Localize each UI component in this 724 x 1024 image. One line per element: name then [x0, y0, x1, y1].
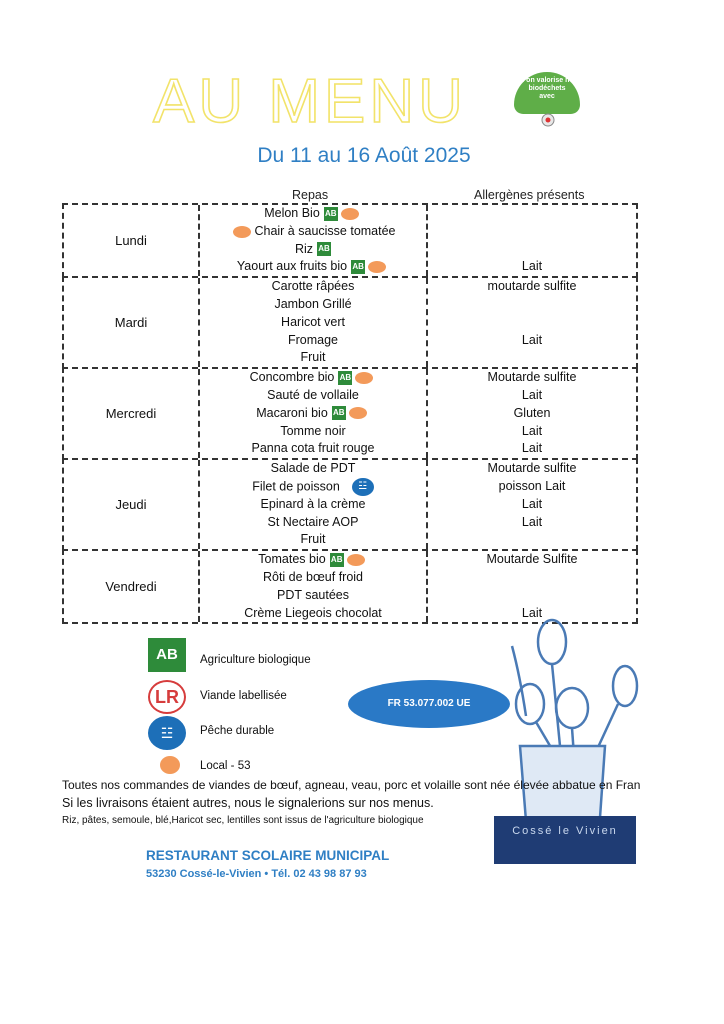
- dishes-column: [200, 278, 428, 367]
- msc-fish-icon: ☳: [352, 478, 374, 496]
- day-name: Jeudi: [64, 460, 200, 549]
- day-name: Lundi: [64, 205, 200, 276]
- dish-name: Jambon Grillé: [274, 296, 352, 311]
- local-dot-icon: [355, 372, 373, 384]
- allergen-value: Moutarde Sulfite: [486, 552, 578, 567]
- dish-name: Haricot vert: [281, 314, 345, 329]
- local-dot-icon: [349, 407, 367, 419]
- local-dot-icon: [347, 554, 365, 566]
- dish-name: Yaourt aux fruits bio: [236, 259, 348, 274]
- dish-name: Filet de poisson: [252, 479, 340, 494]
- dish-row: [200, 605, 426, 623]
- dish-name: Carotte râpées: [271, 279, 355, 294]
- label-rouge-icon: LR: [148, 680, 186, 714]
- dish-name: Riz: [294, 241, 314, 256]
- dish-row: [200, 569, 426, 587]
- dish-row: [200, 478, 426, 496]
- dish-row: [200, 241, 426, 259]
- allergen-value: Lait: [521, 387, 543, 402]
- msc-fish-icon: ☳: [148, 716, 186, 750]
- dish-row: [200, 349, 426, 367]
- meat-origin-note: Toutes nos commandes de viandes de bœuf, agneau, veau, porc et volaille sont née élevée abbatue en Fran: [62, 778, 640, 792]
- dish-row: [200, 296, 426, 314]
- dish-name: Fruit: [300, 350, 326, 365]
- dish-row: [200, 587, 426, 605]
- allergens-column: [428, 278, 636, 367]
- dish-name: Tomates bio: [258, 552, 326, 567]
- allergen-value: [428, 349, 636, 367]
- allergen-value: [428, 223, 636, 241]
- allergen-value: Lait: [521, 423, 543, 438]
- day-block: [62, 367, 638, 460]
- day-name: Vendredi: [64, 551, 200, 622]
- sanitary-approval-code: FR 53.077.002 UE: [348, 680, 510, 728]
- ab-logo-icon: AB: [330, 553, 344, 567]
- allergens-column: [428, 460, 636, 549]
- allergens-column: [428, 205, 636, 276]
- restaurant-address: 53230 Cossé-le-Vivien • Tél. 02 43 98 87 93: [146, 868, 367, 880]
- legend-peche-label: Pêche durable: [200, 725, 275, 737]
- allergen-value: [428, 531, 636, 549]
- page-title: AU MENU: [153, 67, 467, 136]
- dish-name: Rôti de bœuf froid: [262, 569, 364, 584]
- ab-logo-icon: AB: [338, 371, 352, 385]
- dish-name: Panna cota fruit rouge: [251, 441, 375, 456]
- organic-note: Riz, pâtes, semoule, blé,Haricot sec, lentilles sont issus de l'agriculture biologique: [62, 815, 424, 826]
- allergen-value: Lait: [521, 259, 543, 274]
- allergen-value: Lait: [521, 496, 543, 511]
- dishes-column: [200, 369, 428, 458]
- allergen-value: Lait: [521, 605, 543, 620]
- dish-row: [200, 314, 426, 332]
- allergen-value: moutarde sulfite: [487, 279, 577, 294]
- dish-name: Chair à saucisse tomatée: [254, 223, 396, 238]
- dish-row: [200, 551, 426, 569]
- dish-row: [200, 278, 426, 296]
- day-block: [62, 276, 638, 369]
- allergens-column: [428, 551, 636, 622]
- dish-row: [200, 258, 426, 276]
- allergen-value: [428, 314, 636, 332]
- dish-row: [200, 405, 426, 423]
- dish-row: [200, 205, 426, 223]
- local-dot-icon: [368, 261, 386, 273]
- ab-logo-icon: AB: [324, 207, 338, 221]
- dish-row: [200, 332, 426, 350]
- local-dot-icon: [233, 226, 251, 238]
- dish-name: Epinard à la crème: [260, 496, 366, 511]
- allergen-value: poisson Lait: [498, 478, 566, 493]
- local-dot-icon: [160, 756, 180, 774]
- allergen-value: [428, 569, 636, 587]
- ab-logo-icon: AB: [148, 638, 186, 672]
- ab-logo-icon: AB: [351, 260, 365, 274]
- dish-name: Fruit: [300, 532, 326, 547]
- local-dot-icon: [341, 208, 359, 220]
- dish-name: Fromage: [287, 332, 339, 347]
- allergen-value: Lait: [521, 514, 543, 529]
- day-block: [62, 549, 638, 624]
- dish-name: Concombre bio: [249, 370, 335, 385]
- header-allergenes: Allergènes présents: [474, 188, 585, 202]
- dish-row: [200, 387, 426, 405]
- dish-row: [200, 440, 426, 458]
- allergen-value: Moutarde sulfite: [487, 461, 577, 476]
- dish-name: PDT sautées: [276, 587, 350, 602]
- dish-name: Sauté de vollaile: [267, 387, 359, 402]
- dish-row: [200, 423, 426, 441]
- menu-table: [62, 205, 638, 624]
- allergen-value: [428, 205, 636, 223]
- allergen-value: [428, 296, 636, 314]
- dish-row: [200, 369, 426, 387]
- town-sign: Cossé le Vivien: [512, 825, 618, 837]
- day-name: Mercredi: [64, 369, 200, 458]
- ab-logo-icon: AB: [332, 406, 346, 420]
- allergen-value: Moutarde sulfite: [487, 370, 577, 385]
- dish-row: [200, 460, 426, 478]
- legend-label-rouge-label: Viande labellisée: [200, 690, 287, 702]
- delivery-note: Si les livraisons étaient autres, nous le signalerions sur nos menus.: [62, 796, 434, 810]
- day-name: Mardi: [64, 278, 200, 367]
- dish-name: Melon Bio: [264, 206, 320, 220]
- dishes-column: [200, 205, 428, 276]
- allergen-value: Lait: [521, 332, 543, 347]
- dish-row: [200, 496, 426, 514]
- dishes-column: [200, 551, 428, 622]
- badge-text: Ici on valorise nos biodéchets: [516, 77, 578, 92]
- biodechets-badge: [514, 72, 580, 114]
- day-block: [62, 203, 638, 278]
- allergens-column: [428, 369, 636, 458]
- header-repas: Repas: [292, 188, 329, 202]
- allergen-value: Gluten: [513, 405, 551, 420]
- allergen-value: Lait: [521, 441, 543, 456]
- legend-local-label: Local - 53: [200, 760, 251, 772]
- ab-logo-icon: AB: [317, 242, 331, 256]
- allergen-value: [428, 587, 636, 605]
- dish-name: Crème Liegeois chocolat: [244, 605, 382, 620]
- dish-row: [200, 531, 426, 549]
- recycle-icon: [538, 112, 558, 128]
- badge-sub: avec: [539, 93, 555, 100]
- dish-row: [200, 514, 426, 532]
- dish-name: Salade de PDT: [270, 461, 356, 476]
- dish-row: [200, 223, 426, 241]
- dishes-column: [200, 460, 428, 549]
- menu-dates: Du 11 au 16 Août 2025: [257, 144, 471, 167]
- dish-name: St Nectaire AOP: [267, 514, 359, 529]
- day-block: [62, 458, 638, 551]
- dish-name: Tomme noir: [280, 423, 346, 438]
- dish-name: Macaroni bio: [256, 405, 328, 420]
- restaurant-name: RESTAURANT SCOLAIRE MUNICIPAL: [146, 848, 390, 863]
- allergen-value: [428, 241, 636, 259]
- legend-bio-label: Agriculture biologique: [200, 654, 311, 666]
